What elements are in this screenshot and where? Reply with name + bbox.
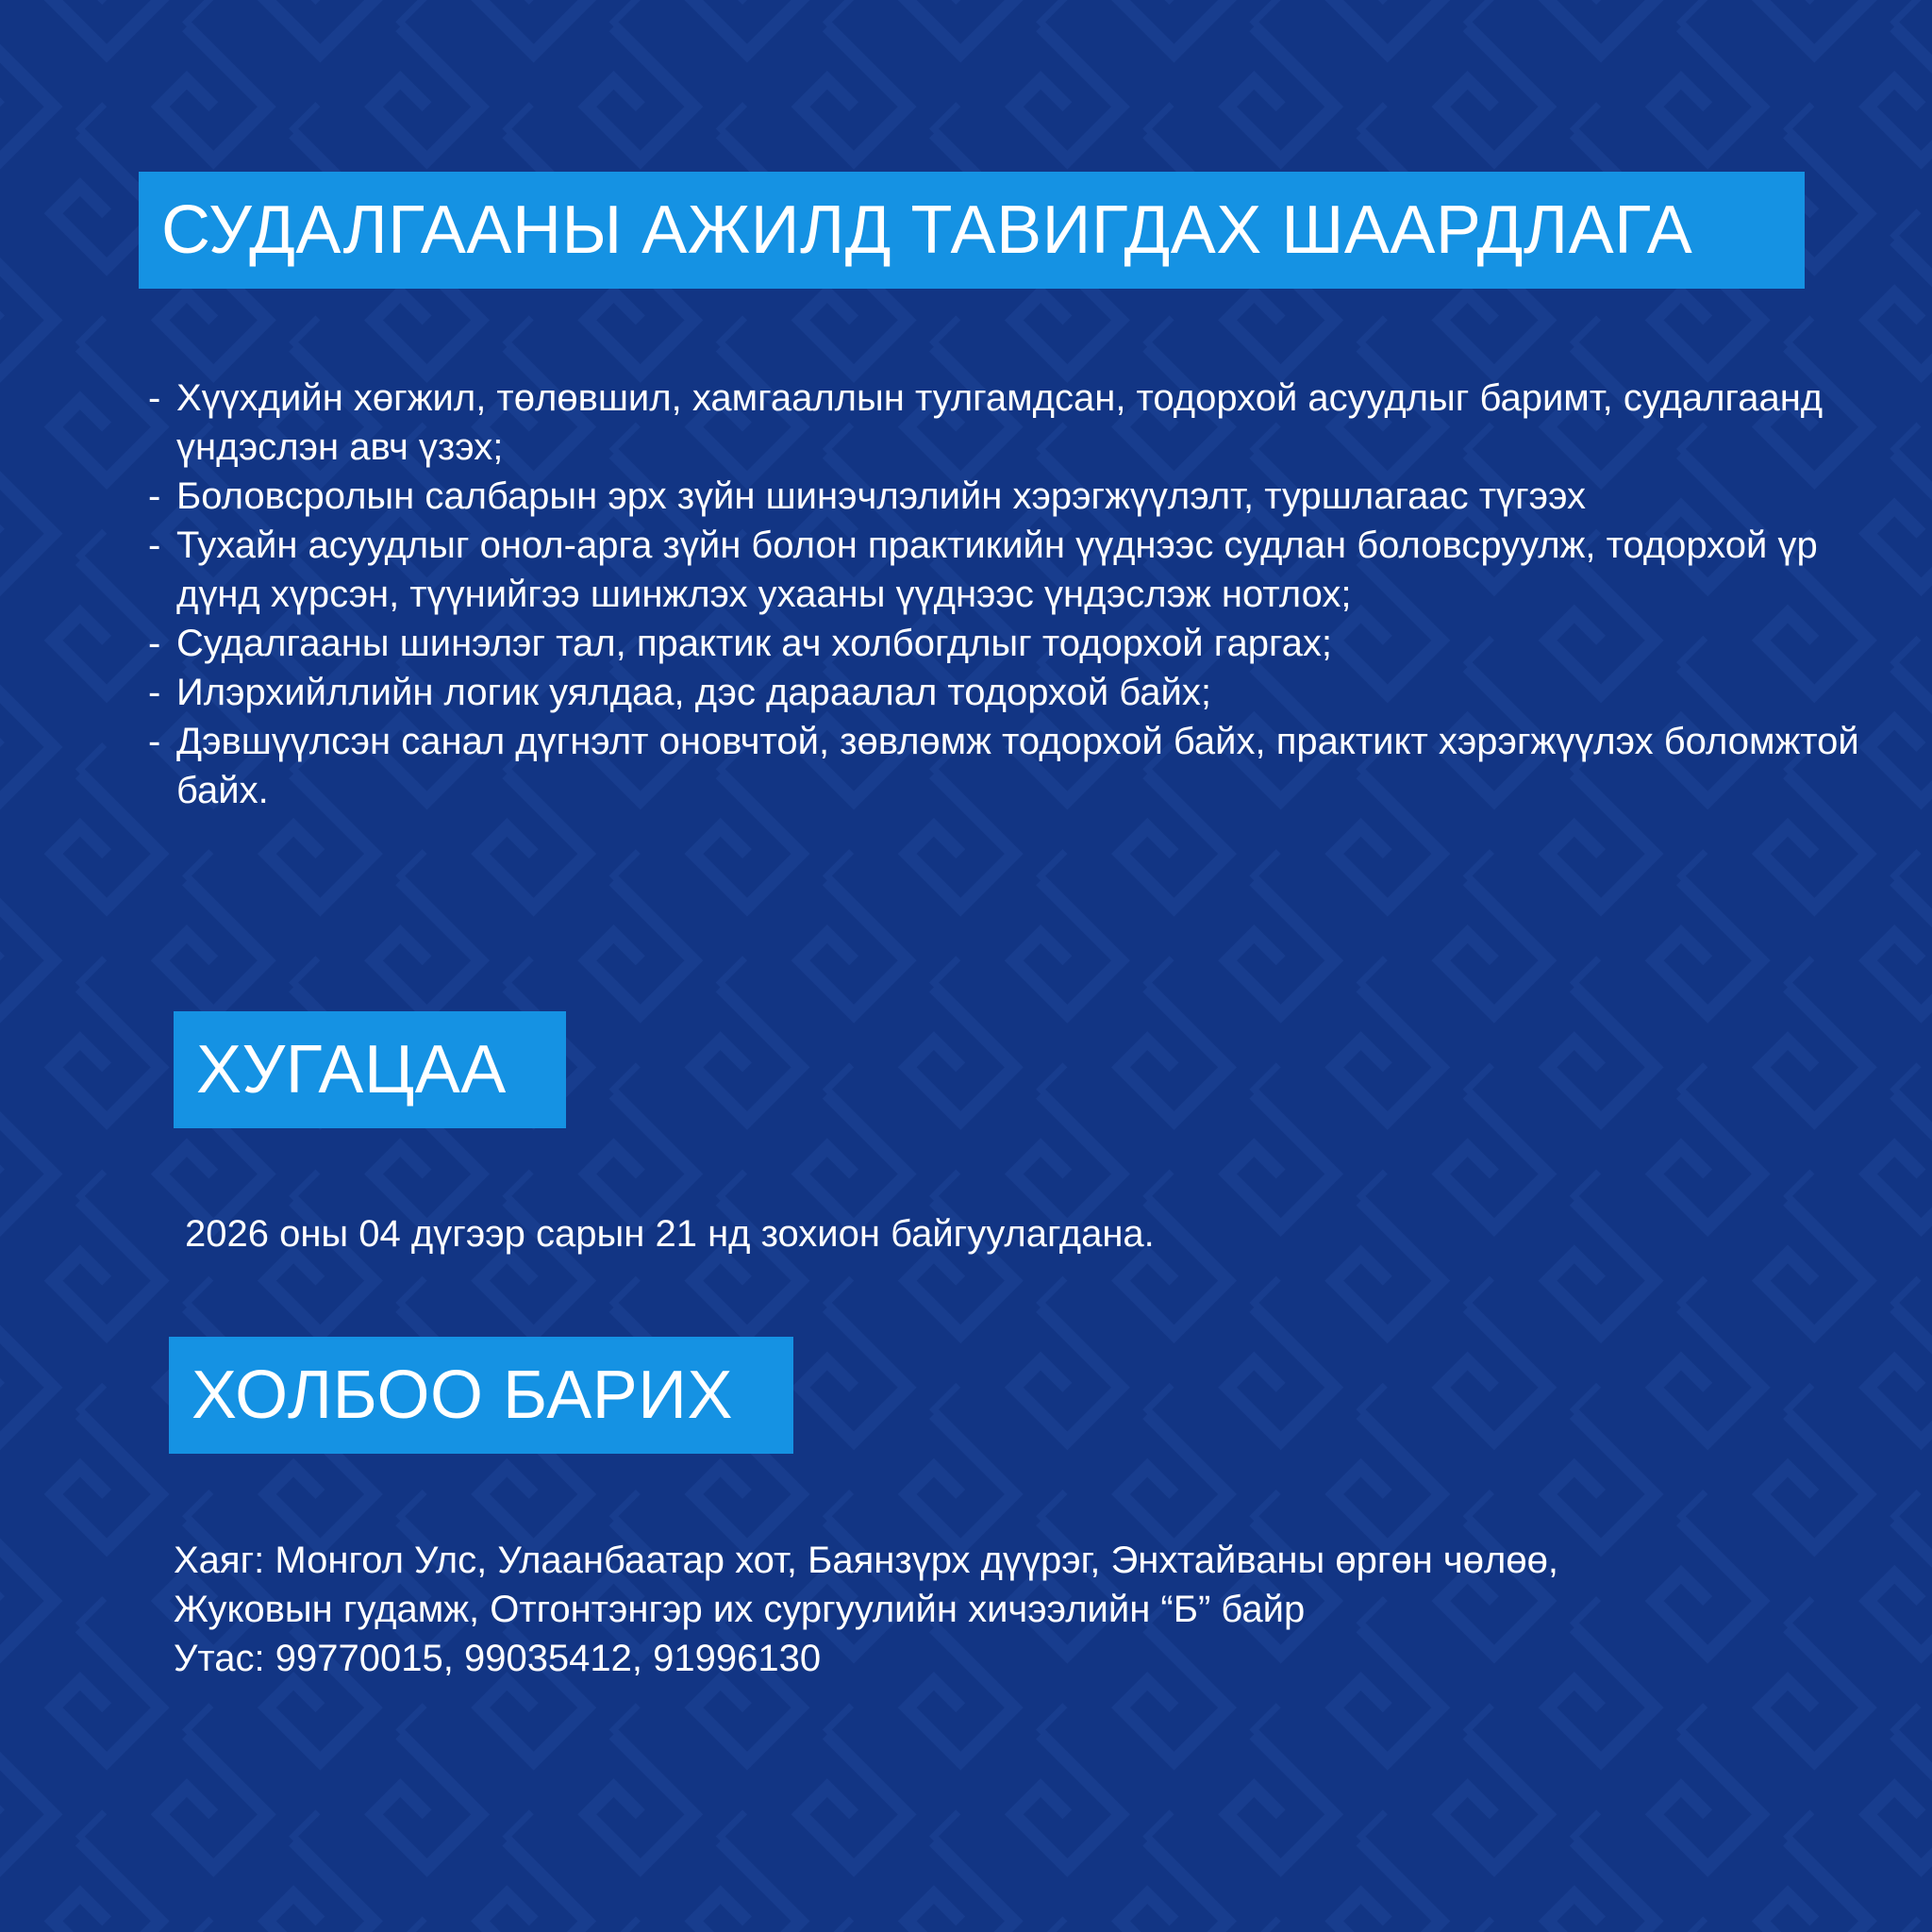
bullet-dash: -: [148, 721, 161, 762]
list-item-text: Хүүхдийн хөгжил, төлөвшил, хамгааллын тулгамдсан, тодорхой асуудлыг баримт, судалгаанд үндэслэн авч үзэх;: [176, 377, 1824, 468]
address-line-2: Жуковын гудамж, Отгонтэнгэр их сургуулийн хичээлийн “Б” байр: [174, 1589, 1306, 1630]
contact-heading-box: [169, 1337, 793, 1454]
list-item: [148, 619, 1865, 668]
list-item: [148, 521, 1865, 619]
list-item-text: Дэвшүүлсэн санал дүгнэлт оновчтой, зөвлөмж тодорхой байх, практикт хэрэгжүүлэх боломжтой байх.: [176, 721, 1859, 811]
bullet-dash: -: [148, 623, 161, 664]
duration-heading-box: [174, 1011, 566, 1128]
list-item: [148, 472, 1865, 521]
list-item-text: Тухайн асуудлыг онол-арга зүйн болон практикийн үүднээс судлан боловсруулж, тодорхой үр дүнд хүрсэн, түүнийгээ шинжлэх ухааны үүднээс үндэслэж нотлох;: [176, 525, 1818, 615]
list-item: [148, 717, 1865, 815]
list-item-text: Илэрхийллийн логик уялдаа, дэс дараалал тодорхой байх;: [176, 672, 1211, 713]
phone-numbers: Утас: 99770015, 99035412, 91996130: [174, 1638, 822, 1679]
list-item: [148, 374, 1865, 472]
list-item-text: Боловсролын салбарын эрх зүйн шинэчлэлийн хэрэгжүүлэлт, туршлагаас түгээх: [176, 475, 1587, 517]
contact-info: [174, 1536, 1558, 1683]
contact-heading: ХОЛБОО БАРИХ: [192, 1357, 734, 1433]
requirements-heading: СУДАЛГААНЫ АЖИЛД ТАВИГДАХ ШААРДЛАГА: [161, 192, 1693, 268]
list-item: [148, 668, 1865, 717]
requirements-list: [148, 374, 1865, 815]
bullet-dash: -: [148, 525, 161, 566]
duration-heading: ХУГАЦАА: [196, 1032, 507, 1108]
list-item-text: Судалгааны шинэлэг тал, практик ач холбогдлыг тодорхой гаргах;: [176, 623, 1333, 664]
bullet-dash: -: [148, 377, 161, 419]
bullet-dash: -: [148, 475, 161, 517]
duration-text: 2026 оны 04 дүгээр сарын 21 нд зохион байгуулагдана.: [185, 1213, 1155, 1255]
bullet-dash: -: [148, 672, 161, 713]
requirements-heading-box: [139, 172, 1805, 289]
address-line-1: Хаяг: Монгол Улс, Улаанбаатар хот, Баянзүрх дүүрэг, Энхтайваны өргөн чөлөө,: [174, 1540, 1558, 1581]
